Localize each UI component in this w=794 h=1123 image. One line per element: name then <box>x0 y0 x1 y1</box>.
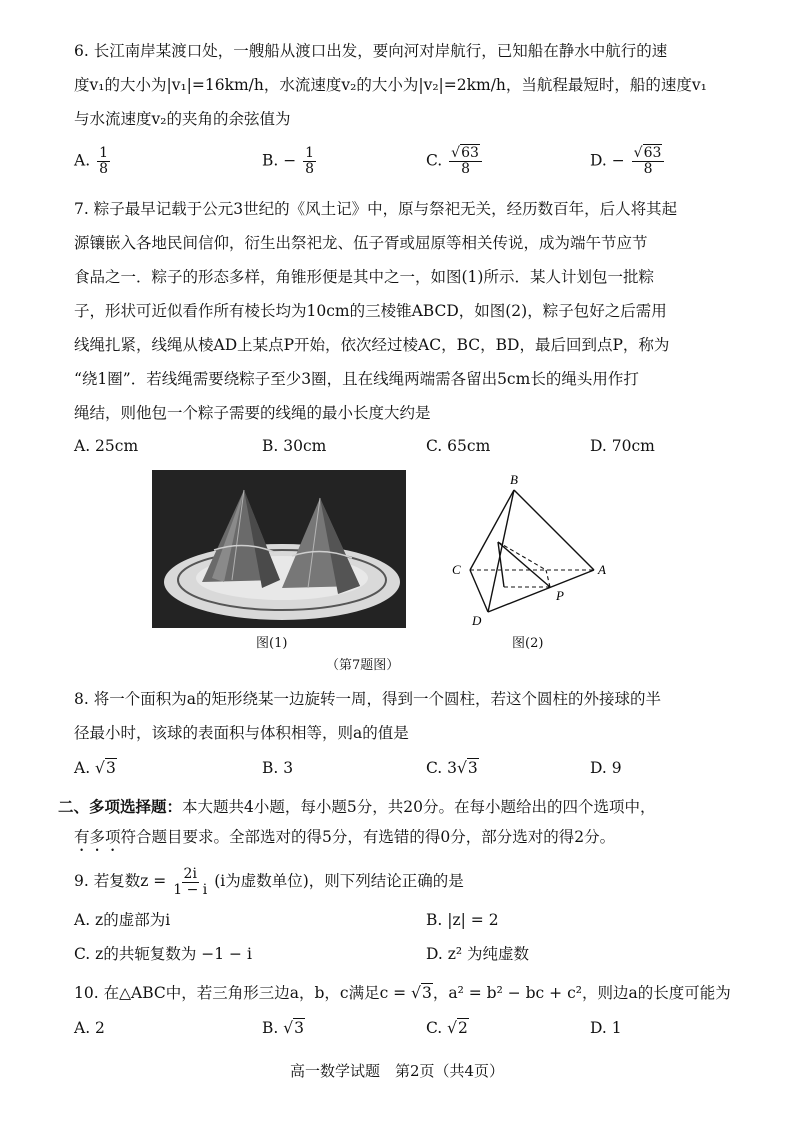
q8-options <box>74 754 734 784</box>
q7-option-b: B. 30cm <box>262 437 327 455</box>
q9-option-a: A. z的虚部为i <box>74 911 171 929</box>
q6-options <box>74 146 734 176</box>
q6-stem-line1: 6. 长江南岸某渡口处，一艘船从渡口出发，要向河对岸航行，已知船在静水中航行的速 <box>74 42 668 60</box>
edge-bd <box>488 490 514 612</box>
vertex-label-c: C <box>452 562 461 577</box>
vertex-label-d: D <box>472 613 482 628</box>
q6-option-c: C. $\frac{√63}{8}$ <box>426 146 484 177</box>
q9-options-row2 <box>74 940 734 970</box>
q7-stem-line3: 食品之一．粽子的形态多样，角锥形便是其中之一，如图(1)所示．某人计划包一批粽 <box>74 268 654 286</box>
edge-bc <box>470 490 514 570</box>
vertex-label-a: A <box>598 562 606 577</box>
q10-option-a: A. 2 <box>74 1019 105 1037</box>
tetrahedron-figure <box>446 470 616 628</box>
q10-option-d: D. 1 <box>590 1019 622 1037</box>
q7-stem-line5: 线绳扎紧，线绳从棱AD上某点P开始，依次经过棱AC，BC，BD，最后回到点P，称为 <box>74 336 670 354</box>
q9-option-b: B. |z| = 2 <box>426 911 499 929</box>
fraction: $\frac{2i}{1 - i}$ <box>173 865 208 898</box>
zongzi-photo <box>152 470 406 628</box>
fig2-caption: 图(2) <box>512 636 544 651</box>
q7-options <box>74 432 734 462</box>
q7-stem-line2: 源镶嵌入各地民间信仰，衍生出祭祀龙、伍子胥或屈原等相关传说，成为端午节应节 <box>74 234 648 252</box>
q10-options <box>74 1014 734 1044</box>
q7-stem-line6: “绕1圈”．若线绳需要绕粽子至少3圈，且在线绳两端需各留出5cm长的绳头用作打 <box>74 370 639 388</box>
q6-option-b: B. − $\frac{1}{8}$ <box>262 145 315 177</box>
fraction: $\frac{√63}{8}$ <box>632 146 665 177</box>
q10-option-c: C. √2 <box>426 1019 468 1037</box>
q7-stem-line4: 子，形状可近似看作所有棱长均为10cm的三棱锥ABCD，如图(2)，粽子包好之后需用 <box>74 302 667 320</box>
q8-option-d: D. 9 <box>590 759 622 777</box>
q7-option-d: D. 70cm <box>590 437 655 455</box>
q9-option-d: D. z² 为纯虚数 <box>426 945 530 963</box>
q7-option-c: C. 65cm <box>426 437 491 455</box>
q8-stem-line2: 径最小时，该球的表面积与体积相等，则a的值是 <box>74 724 409 742</box>
q10-option-b: B. √3 <box>262 1019 305 1037</box>
q8-option-b: B. 3 <box>262 759 294 777</box>
fraction: $\frac{1}{8}$ <box>305 145 315 177</box>
q6-option-d: D. − $\frac{√63}{8}$ <box>590 146 666 177</box>
page-footer: 高一数学试题 第2页（共4页） <box>289 1062 505 1080</box>
q7-stem-line1: 7. 粽子最早记载于公元3世纪的《风土记》中，原与祭祀无关，经历数百年，后人将其起 <box>74 200 678 218</box>
q10-stem: 10. 在△ABC中，若三角形三边a，b，c满足c = √3，a² = b² − bc + c²，则边a的长度可能为 <box>74 984 731 1002</box>
q8-option-c: C. 3√3 <box>426 759 478 777</box>
q9-option-c: C. z的共轭复数为 −1 − i <box>74 945 252 963</box>
q8-option-a: A. √3 <box>74 759 116 777</box>
q6-stem-line2: 度v₁的大小为|v₁|=16km/h，水流速度v₂的大小为|v₂|=2km/h，当航程最短时，船的速度v₁ <box>74 76 707 94</box>
fraction: $\frac{√63}{8}$ <box>449 146 482 177</box>
q8-stem-line1: 8. 将一个面积为a的矩形绕某一边旋转一周，得到一个圆柱，若这个圆柱的外接球的半 <box>74 690 661 708</box>
q6-stem-line3: 与水流速度v₂的夹角的余弦值为 <box>74 110 291 128</box>
fig1-caption: 图(1) <box>256 636 288 651</box>
string-segment <box>498 542 550 587</box>
string-hidden <box>498 542 546 570</box>
q9-options-row1 <box>74 906 734 936</box>
edge-cd <box>470 570 488 612</box>
edge-ba <box>514 490 594 570</box>
q6-option-a: A. $\frac{1}{8}$ <box>74 145 108 177</box>
figure-title: （第7题图） <box>326 658 400 673</box>
edge-da <box>488 570 594 612</box>
fraction: $\frac{1}{8}$ <box>99 145 108 177</box>
zongzi-photo-drawing <box>152 470 406 628</box>
point-label-p: P <box>556 588 564 603</box>
vertex-label-b: B <box>510 472 518 487</box>
section-2-instructions: 有多项符合题目要求。全部选对的得5分，有选错的得0分，部分选对的得2分。 <box>74 828 616 846</box>
q7-stem-line7: 绳结，则他包一个粽子需要的线绳的最小长度大约是 <box>74 404 431 422</box>
q9-stem: 9. 若复数z = $\frac{2i}{1 - i}$ (i为虚数单位)，则下列结论正确的是 <box>74 865 464 898</box>
section-2-heading: 二、多项选择题：本大题共4小题，每小题5分，共20分。在每小题给出的四个选项中， <box>58 797 656 816</box>
q7-option-a: A. 25cm <box>74 437 139 455</box>
